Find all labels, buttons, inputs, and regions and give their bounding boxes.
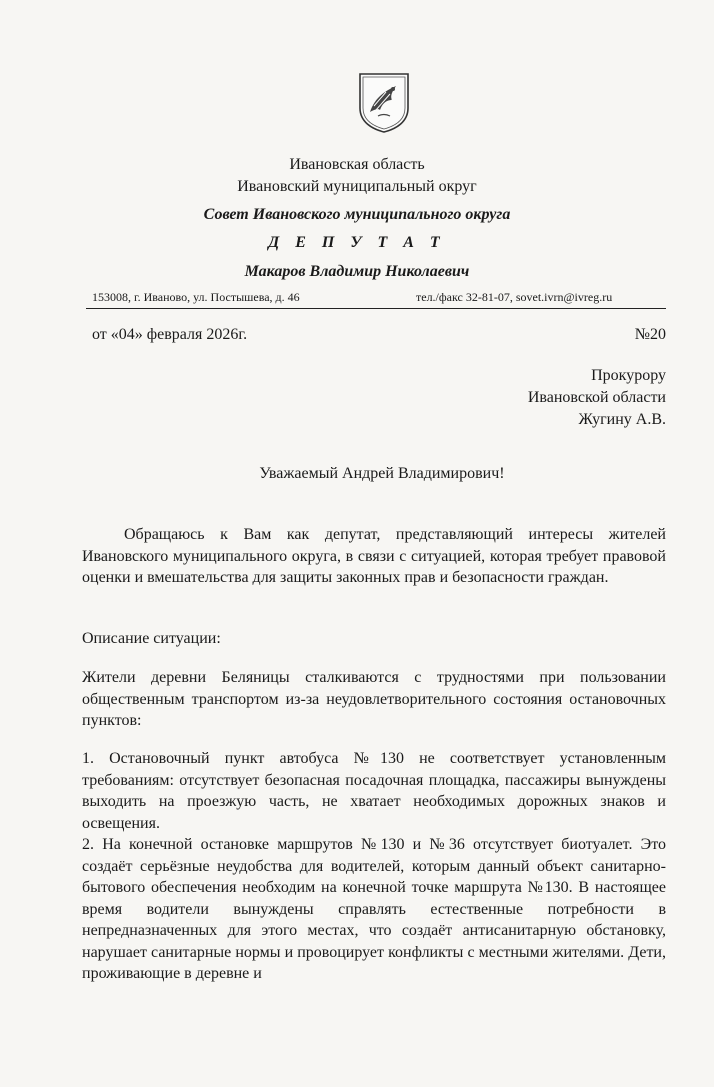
greeting: Уважаемый Андрей Владимирович! xyxy=(259,465,505,482)
residents-paragraph: Жители деревни Беляницы сталкиваются с трудностями при пользовании общественным транспортом из-за неудовлетворительного состояния остановочных пунктов: xyxy=(82,669,666,729)
header-district: Ивановский муниципальный округ xyxy=(237,178,477,195)
intro-paragraph: Обращаюсь к Вам как депутат, представляющий интересы жителей Ивановского муниципального округа, в связи с ситуацией, которая требует правовой оценки и вмешательства для защиты законных прав и безопасности граждан. xyxy=(82,526,666,586)
addressee-line-2: Ивановской области xyxy=(527,389,666,406)
section-heading: Описание ситуации: xyxy=(82,630,221,647)
header-region: Ивановская область xyxy=(289,156,425,173)
list-item-2: 2. На конечной остановке маршрутов №130 и №36 отсутствует биотуалет. Это создаёт серьёзные неудобства для водителей, которым данный объект санитарно-бытового обеспечения необходим на конечной точке маршрута №130. В настоящее время водители вынуждены справлять естественные потребности в непредназначенных для этого местах, что создаёт антисанитарную обстановку, нарушает санитарные нормы и провоцирует конфликты с местными жителями. Дети, проживающие в деревне и xyxy=(82,836,666,982)
header-role: Д Е П У Т А Т xyxy=(268,234,446,251)
letter-date: от «04» февраля 2026г. xyxy=(92,326,248,343)
letter-number: №20 xyxy=(634,326,666,343)
header-contacts: тел./факс 32-81-07, sovet.ivrn@ivreg.ru xyxy=(416,290,613,304)
addressee-line-1: Прокурору xyxy=(591,367,666,384)
header-council: Совет Ивановского муниципального округа xyxy=(203,206,511,223)
header-address: 153008, г. Иваново, ул. Постышева, д. 46 xyxy=(92,290,300,304)
coat-of-arms-emblem xyxy=(356,70,412,134)
list-item-1: 1. Остановочный пункт автобуса №130 не соответствует установленным требованиям: отсутствует безопасная посадочная площадка, пассажиры вынуждены выходить на проезжую часть, не хватает необходимых дорожных знаков и освещения. xyxy=(82,750,666,832)
addressee-line-3: Жугину А.В. xyxy=(578,411,666,428)
header-deputy-name: Макаров Владимир Николаевич xyxy=(244,263,470,280)
header-divider xyxy=(86,308,666,309)
